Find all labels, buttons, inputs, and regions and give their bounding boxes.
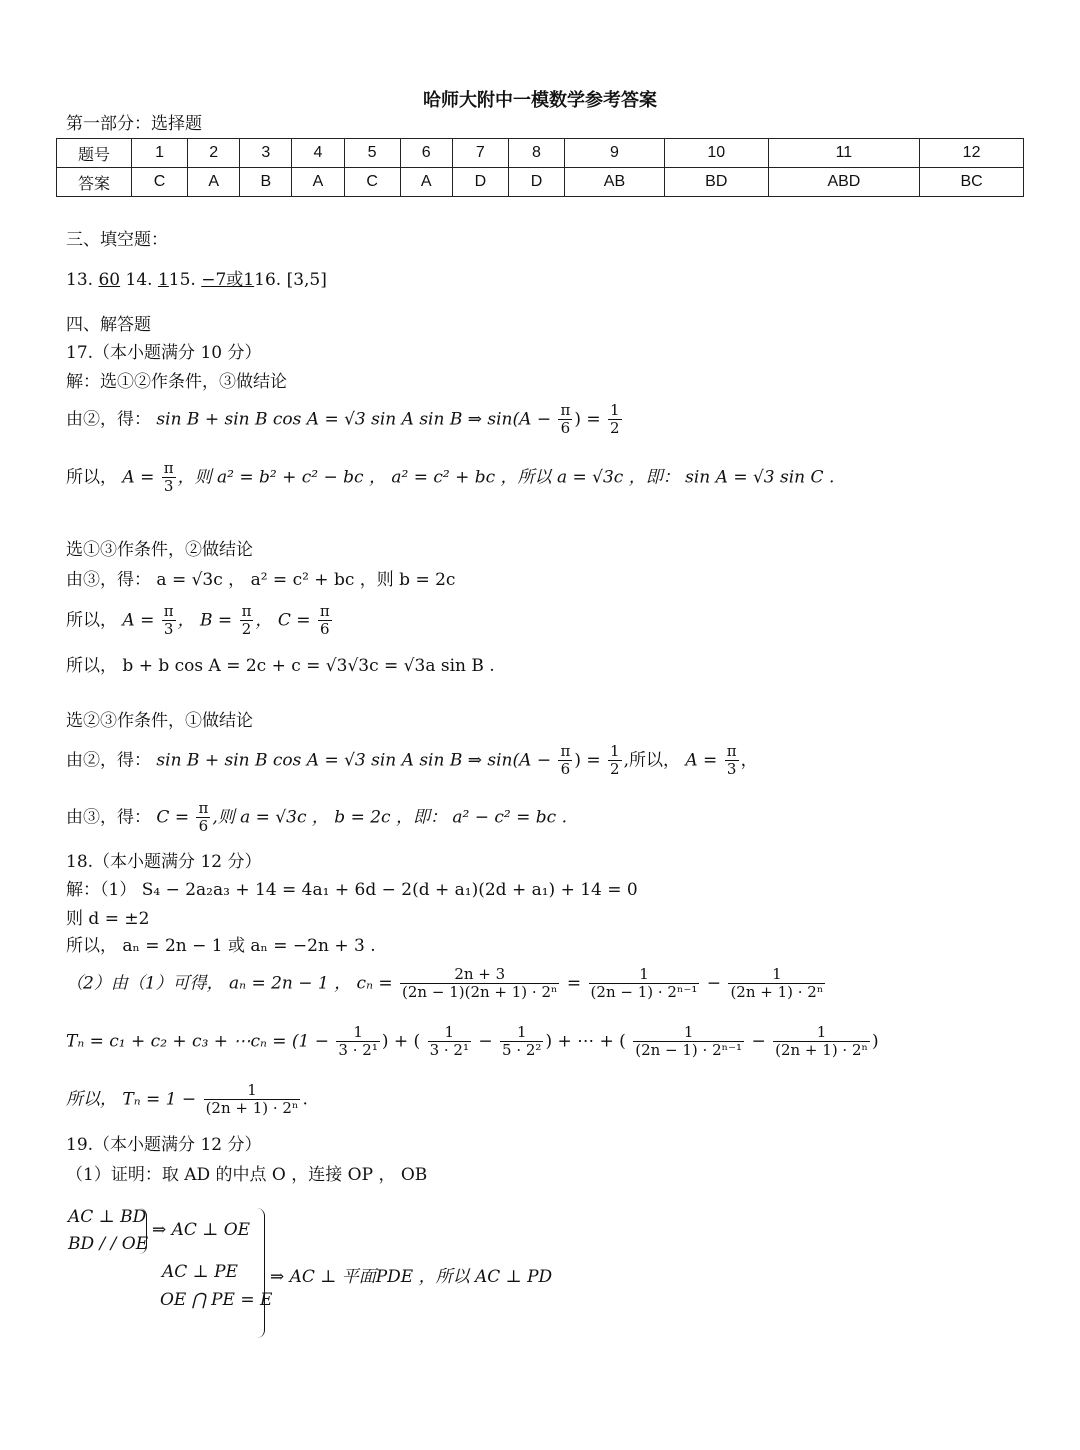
fraction: $\frac{1}{2}$	[610, 401, 620, 438]
page-title: 哈师大附中一模数学参考答案	[423, 90, 657, 111]
fill-blank-answers	[66, 270, 327, 290]
proof-condition: OE ⋂ PE = E	[160, 1290, 273, 1310]
table-cell: ABD	[768, 168, 919, 197]
table-cell: A	[292, 168, 344, 197]
text: 所以，	[66, 610, 117, 631]
equation: ) =	[574, 409, 601, 430]
table-row-numbers	[57, 139, 1024, 168]
fraction: $\frac{1}{\text{5 · 2²}}$	[502, 1023, 542, 1060]
table-row-answers	[57, 168, 1024, 197]
fraction: $\frac{\pi}{2}$	[241, 602, 252, 639]
q13-number: 13.	[66, 270, 94, 290]
fraction: $\frac{1}{\text{3 · 2¹}}$	[338, 1023, 378, 1060]
q17-header: 17.（本小题满分 10 分）	[66, 343, 262, 363]
q15-or: 或	[226, 270, 244, 290]
equation: ) + ⋯ + (	[545, 1031, 626, 1052]
q19-header: 19.（本小题满分 12 分）	[66, 1135, 262, 1155]
text: ，	[740, 750, 758, 771]
table-cell: 7	[452, 139, 508, 168]
q15-number: 15.	[168, 270, 196, 290]
q15-answer-a: −7	[201, 270, 227, 290]
fraction: $\frac{1}{\text{3 · 2¹}}$	[429, 1023, 469, 1060]
q19-line1: （1）证明：取 AD 的中点 O ，连接 OP ， OB	[66, 1165, 428, 1185]
table-cell: 4	[292, 139, 344, 168]
table-cell: C	[132, 168, 188, 197]
equation: .	[302, 1089, 308, 1110]
table-cell: BC	[920, 168, 1024, 197]
q17-option-b-line2	[66, 603, 334, 639]
table-cell: 6	[400, 139, 452, 168]
equation: A =	[685, 750, 718, 771]
text: 由③，得：	[66, 807, 151, 828]
q18-result	[66, 1082, 308, 1118]
equation: ， B =	[177, 610, 233, 631]
fraction: $\frac{1}{\text{(2n − 1) · 2ⁿ⁻¹}}$	[590, 965, 698, 1002]
fraction: $\frac{\pi}{6}$	[319, 602, 330, 639]
section-multiple-choice: 第一部分：选择题	[66, 114, 202, 134]
q18-line1: 解：（1） S₄ − 2a₂a₃ + 14 = 4a₁ + 6d − 2(d + a₁)(2d + a₁) + 14 = 0	[66, 880, 638, 900]
table-cell: 12	[920, 139, 1024, 168]
q17-option-c-line2	[66, 800, 567, 836]
proof-condition: AC ⊥ PE	[162, 1262, 238, 1282]
table-cell: 11	[768, 139, 919, 168]
table-cell: A	[400, 168, 452, 197]
table-cell: AB	[565, 168, 665, 197]
q18-sum: Tₙ = c₁ + c₂ + c₃ + ⋯cₙ = (1 − $\frac{1}{\text{3 · 2¹}}$ ) + ( $\frac{1}{\text{3 · 2¹}}$ − $\frac{1}{\text{5 · 2²}}$ ) + ⋯ + ( $\frac{1}{\text{(2n − 1) · 2ⁿ⁻¹}}$ − $\frac{1}{\text{(2n + 1) · 2ⁿ}}$ )	[66, 1023, 879, 1060]
equation: ， C =	[255, 610, 311, 631]
equation: A =	[122, 467, 155, 488]
q16-number: 16.	[254, 270, 282, 290]
answer-table	[56, 138, 1024, 197]
table-cell: D	[508, 168, 564, 197]
brace-small	[138, 1208, 147, 1254]
q18-part2: （2）由（1）可得， aₙ = 2n − 1 ， cₙ = $\frac{2n + 3}{\text{(2n − 1)(2n + 1) · 2ⁿ}}$ = $\frac{1}{\text{(2n − 1) · 2ⁿ⁻¹}}$ − $\frac{1}{\text{(2n + 1) · 2ⁿ}}$	[66, 965, 824, 1002]
proof-condition: AC ⊥ BD	[68, 1207, 147, 1227]
q17-option-c-line1	[66, 743, 758, 779]
q17-option-c-intro: 选②③作条件，①做结论	[66, 711, 253, 731]
fraction: $\frac{1}{\text{(2n − 1) · 2ⁿ⁻¹}}$	[635, 1023, 743, 1060]
q14-answer: 1	[157, 270, 169, 290]
q15-answer-b: 1	[243, 270, 255, 290]
text: 由②，得：	[66, 409, 151, 430]
fraction: $\frac{\pi}{6}$	[560, 742, 571, 779]
fraction: $\frac{2n + 3}{\text{(2n − 1)(2n + 1) · 2ⁿ}}$	[402, 965, 558, 1002]
table-cell: C	[344, 168, 400, 197]
fraction: $\frac{\pi}{6}$	[560, 401, 571, 438]
section-fill-blank: 三、填空题：	[66, 230, 168, 250]
fraction: $\frac{1}{2}$	[610, 742, 620, 779]
table-cell: 10	[664, 139, 768, 168]
table-cell: 3	[240, 139, 292, 168]
row-label: 答案	[57, 168, 132, 197]
brace-large	[254, 1208, 265, 1338]
q17-intro: 解：选①②作条件，③做结论	[66, 372, 287, 392]
equation: sin B + sin B cos A = √3 sin A sin B ⇒ sin(A −	[156, 750, 552, 771]
table-cell: D	[452, 168, 508, 197]
table-cell: 8	[508, 139, 564, 168]
fraction: $\frac{1}{\text{(2n + 1) · 2ⁿ}}$	[730, 965, 824, 1002]
fraction: $\frac{\pi}{6}$	[198, 799, 209, 836]
fraction: $\frac{\pi}{3}$	[163, 459, 174, 496]
equation: （2）由（1）可得， aₙ = 2n − 1 ， cₙ =	[66, 973, 393, 994]
equation: C =	[156, 807, 190, 828]
fraction: $\frac{1}{\text{(2n + 1) · 2ⁿ}}$	[775, 1023, 869, 1060]
q17-line1	[66, 402, 624, 438]
q18-line3: 所以， aₙ = 2n − 1 或 aₙ = −2n + 3 .	[66, 936, 376, 956]
equation: ，则 a² = b² + c² − bc ， a² = c² + bc ，所以 a = √3c ，即： sin A = √3 sin C .	[177, 467, 835, 488]
fraction: $\frac{\pi}{3}$	[726, 742, 737, 779]
equation: 所以， Tₙ = 1 −	[66, 1089, 197, 1110]
q18-header: 18.（本小题满分 12 分）	[66, 852, 262, 872]
equation: sin B + sin B cos A = √3 sin A sin B ⇒ sin(A −	[156, 409, 552, 430]
proof-step: ⇒ AC ⊥ OE	[152, 1220, 251, 1240]
text: ,所以，	[623, 750, 680, 771]
q14-number: 14.	[125, 270, 153, 290]
proof-condition: BD / / OE	[68, 1234, 149, 1254]
equation: ) =	[574, 750, 601, 771]
fraction: $\frac{\pi}{3}$	[163, 602, 174, 639]
q16-answer: [3,5]	[286, 270, 327, 290]
equation: Tₙ = c₁ + c₂ + c₃ + ⋯cₙ = (1 −	[66, 1031, 330, 1052]
proof-conclusion: ⇒ AC ⊥ 平面PDE ，所以 AC ⊥ PD	[270, 1267, 553, 1287]
table-cell: A	[188, 168, 240, 197]
fraction: $\frac{1}{\text{(2n + 1) · 2ⁿ}}$	[205, 1081, 299, 1118]
q18-line2: 则 d = ±2	[66, 909, 150, 929]
q17-option-b-intro: 选①③作条件，②做结论	[66, 540, 253, 560]
equation: )	[872, 1031, 879, 1052]
table-cell: B	[240, 168, 292, 197]
table-cell: 5	[344, 139, 400, 168]
table-cell: 1	[132, 139, 188, 168]
equation: ,则 a = √3c ， b = 2c ，即： a² − c² = bc .	[212, 807, 567, 828]
row-label: 题号	[57, 139, 132, 168]
q17-option-b-line3: 所以， b + b cos A = 2c + c = √3√3c = √3a sin B .	[66, 656, 495, 676]
table-cell: BD	[664, 168, 768, 197]
text: 由②，得：	[66, 750, 151, 771]
text: 所以，	[66, 467, 117, 488]
section-solutions: 四、解答题	[66, 315, 151, 335]
q17-line2	[66, 460, 834, 496]
q17-option-b-line1: 由③，得： a = √3c ， a² = c² + bc ，则 b = 2c	[66, 570, 456, 590]
table-cell: 2	[188, 139, 240, 168]
q13-answer: 60	[98, 270, 121, 290]
table-cell: 9	[565, 139, 665, 168]
equation: A =	[122, 610, 155, 631]
